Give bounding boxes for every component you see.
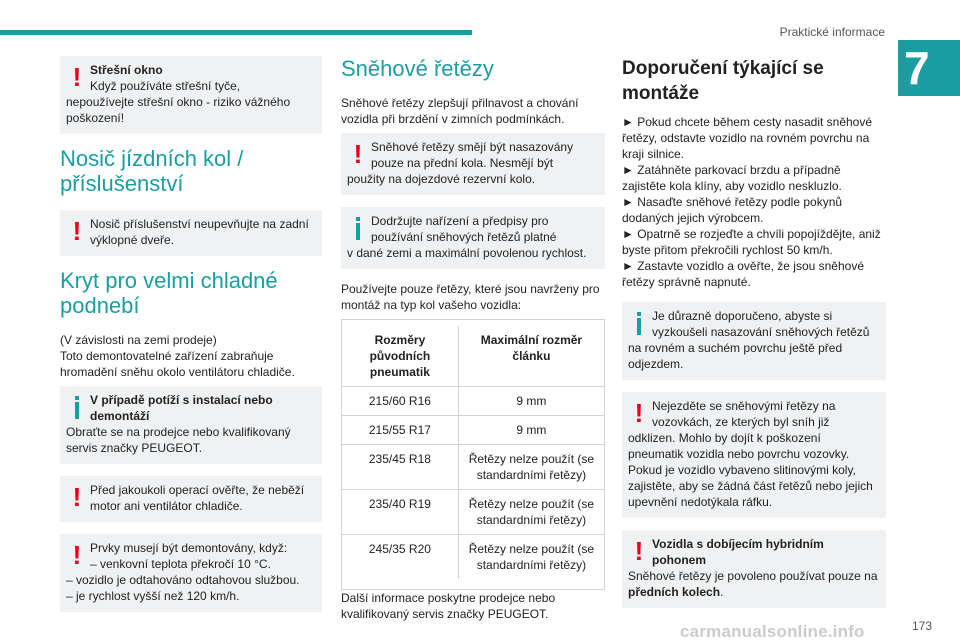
notice-text: Obraťte se na prodejce nebo kvalifikovaný servis značky PEUGEOT. <box>66 425 291 455</box>
table-row <box>342 445 604 490</box>
warning-roof-window <box>60 56 322 134</box>
notice-line: Nejezděte se sněhovými řetězy na <box>652 399 836 413</box>
table-cell: Řetězy nelze použít (se standardními řetězy) <box>458 535 604 580</box>
notice-line: Prvky musejí být demontovány, když: <box>90 541 288 555</box>
table-row <box>342 490 604 535</box>
heading-mounting-advice: Doporučení týkající se montáže <box>622 58 824 104</box>
table-cell: 9 mm <box>458 416 604 445</box>
section-header: Praktické informace <box>779 25 885 39</box>
warning-removal-conditions <box>60 534 322 612</box>
table-cell: 245/35 R20 <box>342 535 458 580</box>
notice-text: Sněhové řetězy je povoleno používat pouze na <box>628 569 878 583</box>
warning-icon: ! <box>634 536 644 566</box>
notice-title: Vozidla s dobíjecím hybridním pohonem <box>652 537 824 567</box>
heading-cold-cover: Kryt pro velmi chladné podnebí <box>60 268 278 318</box>
notice-text: na rovném a suchém povrchu ještě před odjezdem. <box>628 341 843 371</box>
notice-line: Sněhové řetězy smějí být nasazovány <box>371 140 574 154</box>
column-3 <box>622 56 886 620</box>
table-header: Rozměry původních pneumatik <box>342 326 458 387</box>
paragraph-cold-cover: (V závislosti na zemi prodeje) Toto demontovatelné zařízení zabraňuje hromadění sněhu okolo ventilátoru chladiče. <box>60 333 295 379</box>
table-cell: Řetězy nelze použít (se standardními řetězy) <box>458 445 604 490</box>
paragraph-outro: Další informace poskytne prodejce nebo kvalifikovaný servis značky PEUGEOT. <box>341 591 556 621</box>
table-cell: 235/40 R19 <box>342 490 458 535</box>
page-number: 173 <box>911 619 932 633</box>
watermark: carmanualsonline.info <box>680 622 865 641</box>
step-item: ► Nasaďte sněhové řetězy podle pokynů dodaných jejich výrobcem. <box>622 195 843 225</box>
heading-snow-chains: Sněhové řetězy <box>341 56 494 81</box>
top-accent-bar <box>0 30 472 35</box>
warning-hybrid <box>622 530 886 608</box>
table-cell: 215/60 R16 <box>342 387 458 416</box>
heading-bike-carrier: Nosič jízdních kol / příslušenství <box>60 146 244 196</box>
notice-text: v dané zemi a maximální povolenou rychlost. <box>347 246 587 260</box>
table-cell: 235/45 R18 <box>342 445 458 490</box>
notice-line: vyzkoušeli nasazování sněhových řetězů <box>652 325 870 339</box>
warning-cleared-roads <box>622 392 886 518</box>
table-cell: 215/55 R17 <box>342 416 458 445</box>
info-regulations <box>341 207 605 269</box>
notice-line: vozovkách, ze kterých byl sníh již <box>652 415 830 429</box>
table-header: Maximální rozměr článku <box>458 326 604 387</box>
warning-icon: ! <box>634 398 644 428</box>
warning-bike-carrier <box>60 210 322 256</box>
notice-line: – je rychlost vyšší než 120 km/h. <box>66 589 240 603</box>
notice-text: Před jakoukoli operací ověřte, že neběží motor ani ventilátor chladiče. <box>90 483 305 513</box>
step-item: ► Zastavte vozidlo a ověřte, že jsou sněhové řetězy správně napnuté. <box>622 259 865 289</box>
warning-front-wheels <box>341 133 605 195</box>
notice-title: Střešní okno <box>90 63 163 77</box>
notice-text: použity na dojezdové rezervní kolo. <box>347 172 536 186</box>
notice-text: . <box>720 585 724 599</box>
table-header-row <box>342 326 604 387</box>
column-2 <box>341 56 605 628</box>
paragraph-table-intro: Používejte pouze řetězy, které jsou navrženy pro montáž na typ kol vašeho vozidla: <box>341 282 600 312</box>
column-1 <box>60 56 322 624</box>
notice-line: výklopné dveře. <box>90 233 175 247</box>
notice-line: – venkovní teplota překročí 10 °C. <box>90 557 271 571</box>
step-item: ► Opatrně se rozjeďte a chvíli popojíždějte, aniž byste přitom překročili rychlost 50 km/h. <box>622 227 881 257</box>
warning-icon: ! <box>72 540 82 570</box>
table-row <box>342 387 604 416</box>
notice-line: pouze na přední kola. Nesmějí být <box>371 156 554 170</box>
chains-table <box>341 319 605 590</box>
table-row <box>342 416 604 445</box>
warning-icon: ! <box>72 62 82 92</box>
notice-line: Je důrazně doporučeno, abyste si <box>652 309 833 323</box>
notice-line: používání sněhových řetězů platné <box>371 230 557 244</box>
info-icon <box>632 308 646 338</box>
notice-title: V případě potíží s instalací nebo demontáží <box>90 393 273 423</box>
warning-icon: ! <box>72 482 82 512</box>
warning-icon: ! <box>353 139 363 169</box>
chapter-number: 7 <box>898 40 960 96</box>
info-practice <box>622 302 886 380</box>
notice-text: nepoužívejte střešní okno - riziko vážného poškození! <box>66 95 291 125</box>
info-mounting <box>60 386 322 464</box>
notice-line: Když používáte střešní tyče, <box>90 79 241 93</box>
step-item: ► Pokud chcete během cesty nasadit sněhové řetězy, odstavte vozidlo na rovném povrchu na kraji silnice. <box>622 115 873 161</box>
notice-text: odklizen. Mohlo by dojít k poškození pneumatik vozidla nebo povrchu vozovky. Pokud je vozidlo vybaveno slitinovými koly, zajistěte, aby se žádná část řetězů nebo jejich upevnění nedotýkala ráfku. <box>628 431 873 509</box>
step-item: ► Zatáhněte parkovací brzdu a případně zajistěte kola klíny, aby vozidlo neskluzlo. <box>622 163 842 193</box>
paragraph-intro: Sněhové řetězy zlepšují přilnavost a chování vozidla při brzdění v zimních podmínkách. <box>341 96 579 126</box>
notice-line: Nosič příslušenství neupevňujte na zadní <box>90 217 309 231</box>
notice-line: Dodržujte nařízení a předpisy pro <box>371 214 549 228</box>
info-icon <box>351 213 365 243</box>
warning-check-engine <box>60 476 322 522</box>
table-row <box>342 535 604 580</box>
notice-emphasis: předních kolech <box>628 585 721 599</box>
info-icon <box>70 392 84 422</box>
table-cell: 9 mm <box>458 387 604 416</box>
warning-icon: ! <box>72 216 82 246</box>
notice-line: – vozidlo je odtahováno odtahovou službou. <box>66 573 300 587</box>
table-cell: Řetězy nelze použít (se standardními řetězy) <box>458 490 604 535</box>
